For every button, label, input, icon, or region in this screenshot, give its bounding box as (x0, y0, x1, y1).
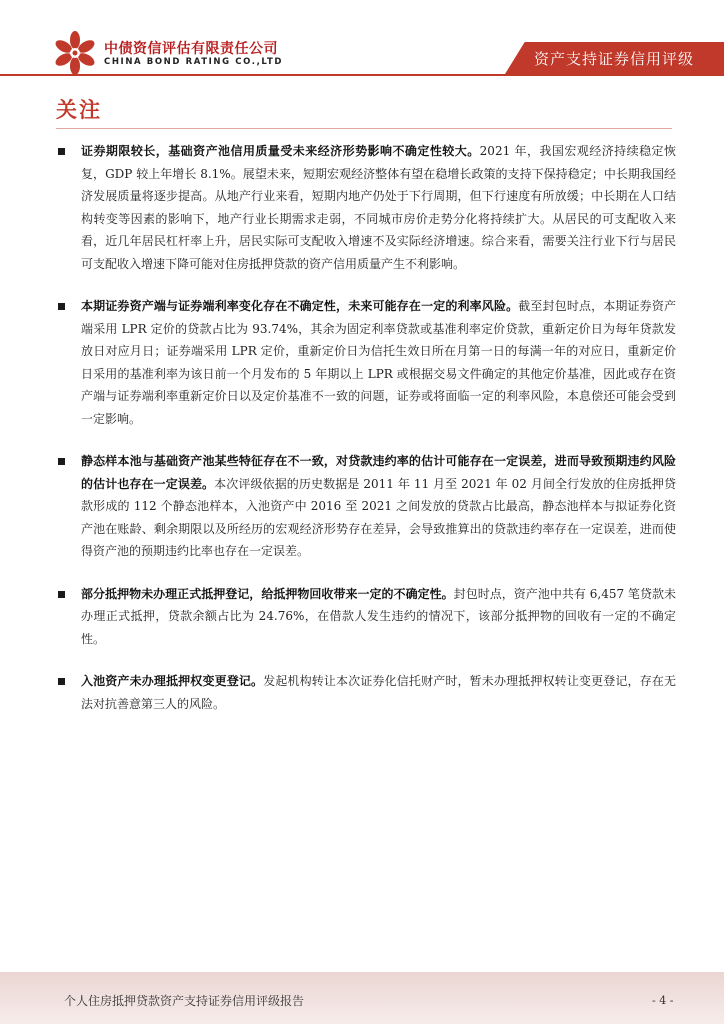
list-item (56, 140, 676, 275)
bullet-body: 本次评级依据的历史数据是 2011 年 11 月至 2021 年 02 月间全行发放的住房抵押贷款形成的 112 个静态池样本，入池资产中 2016 至 2021 之间发放的贷款占比最高，静态池样本与拟证券化资产池在账龄、剩余期限以及所经历的宏观经济形势存在差异，会导致推算出的贷款违约率存在一定误差，进而使得资产池的预期违约比率也存在一定误差。 (81, 476, 676, 558)
bullet-lead: 证券期限较长，基础资产池信用质量受未来经济形势影响不确定性较大。 (81, 144, 480, 158)
list-item (56, 670, 676, 715)
report-category: 资产支持证券信用评级 (533, 50, 694, 68)
company-name-cn: 中债资信评估有限责任公司 (104, 41, 278, 57)
footer-report-title: 个人住房抵押贷款资产支持证券信用评级报告 (64, 994, 305, 1008)
page-header (0, 0, 724, 84)
section-title: 关注 (56, 98, 102, 122)
header-divider (0, 74, 724, 76)
bullet-lead: 部分抵押物未办理正式抵押登记，给抵押物回收带来一定的不确定性。 (81, 586, 454, 601)
list-item (56, 295, 676, 430)
bullet-lead: 入池资产未办理抵押权变更登记。 (81, 674, 264, 688)
list-item (56, 583, 676, 651)
bullet-lead: 静态样本池与基础资产池某些特征存在不一致，对贷款违约率的估计可能存在一定误差，进而导致预期违约风险的估计也存在一定误差。 (81, 454, 676, 491)
bullet-body: 2021 年，我国宏观经济持续稳定恢复，GDP 较上年增长 8.1%。展望未来，短期宏观经济整体有望在稳增长政策的支持下保持稳定；中长期我国经济发展质量将逐步提高。从地产行业来看，短期内地产仍处于下行周期，但下行速度有所放缓；中长期在人口结构转变等因素的影响下，地产行业长期需求走弱，不同城市房价走势分化将持续扩大。从居民的可支配收入来看，近几年居民杠杆率上升，居民实际可支配收入增速不及实际经济增速。综合来看，需要关注行业下行与居民可支配收入增速下降可能对住房抵押贷款的资产信用质量产生不利影响。 (81, 144, 676, 271)
company-name-en: CHINA BOND RATING CO.,LTD (104, 57, 284, 67)
company-logo-icon (52, 30, 98, 76)
bullet-body: 发起机构转让本次证券化信托财产时，暂未办理抵押权转让变更登记，存在无法对抗善意第三人的风险。 (81, 674, 676, 711)
list-item (56, 450, 676, 563)
bullet-lead: 本期证券资产端与证券端利率变化存在不确定性，未来可能存在一定的利率风险。 (81, 299, 519, 313)
bullet-body: 截至封包时点，本期证券资产端采用 LPR 定价的贷款占比为 93.74%，其余为固定利率贷款或基准利率定价贷款，重新定价日为每年贷款发放日对应月日；证券端采用 LPR 定价，重新定价日为信托生效日所在月第一日的每满一年的对应日，重新定价日采用的基准利率为该日前一个月发布的 5 年期以上 LPR 或根据交易文件确定的其他定价基准，因此或存在资产端与证券端利率重新定价日以及定价基准不一致的问题，证券或将面临一定的利率风险，本息偿还可能会受到一定影响。 (81, 299, 676, 426)
page-number: - 4 - (652, 994, 674, 1007)
title-divider (56, 128, 672, 129)
concerns-list (56, 140, 676, 715)
bullet-body: 封包时点，资产池中共有 6,457 笔贷款未办理正式抵押，贷款余额占比为 24.76%，在借款人发生违约的情况下，该部分抵押物的回收有一定的不确定性。 (81, 586, 676, 646)
